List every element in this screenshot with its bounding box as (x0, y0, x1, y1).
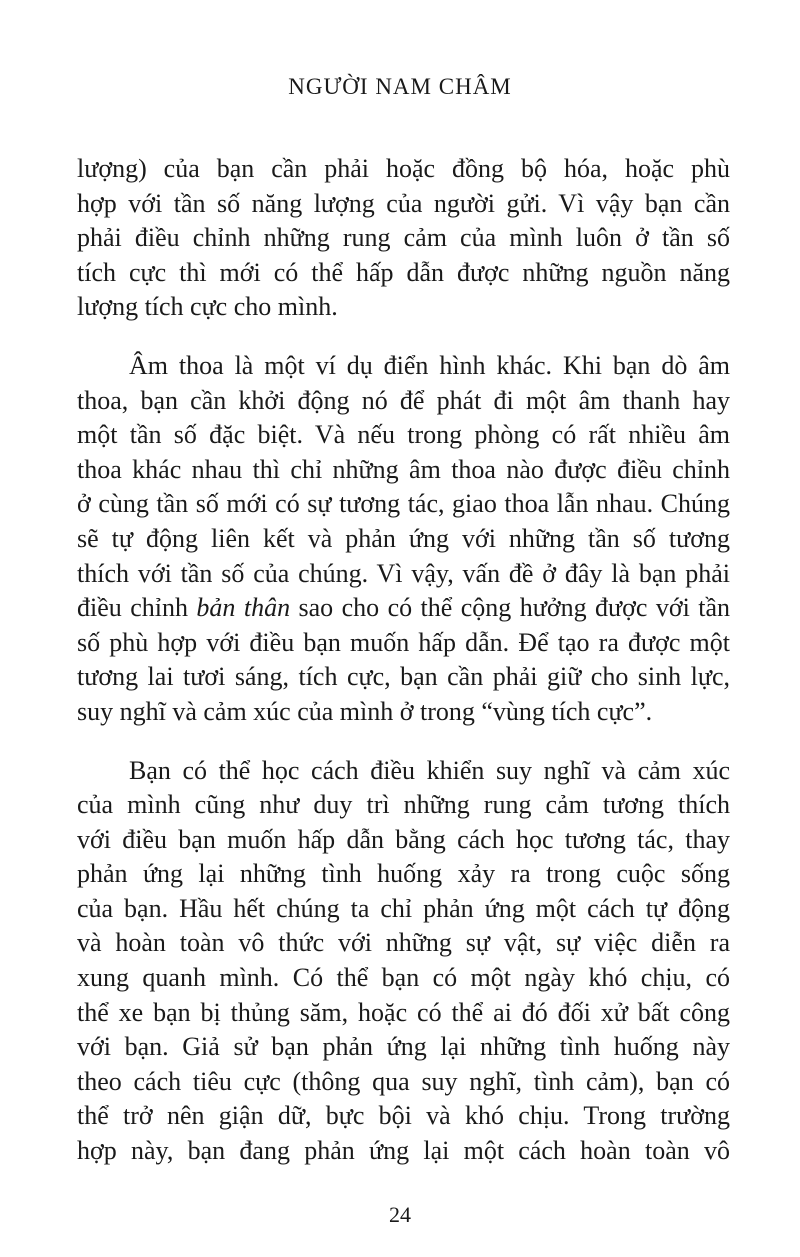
text-line: ở cùng tần số mới có sự tương tác, giao thoa lẫn nhau. Chúng (77, 489, 730, 519)
paragraph (77, 152, 730, 325)
text-line: thoa, bạn cần khởi động nó để phát đi một âm thanh hay (77, 385, 730, 415)
text-line: suy nghĩ và cảm xúc của mình ở trong “vùng tích cực”. (77, 696, 653, 726)
text-line: của bạn. Hầu hết chúng ta chỉ phản ứng một cách tự động (77, 893, 730, 923)
text-line: xung quanh mình. Có thể bạn có một ngày khó chịu, có (77, 963, 730, 993)
text-line: của mình cũng như duy trì những rung cảm tương thích (77, 790, 730, 820)
text-line: thoa khác nhau thì chỉ những âm thoa nào được điều chỉnh (77, 454, 730, 484)
text-line: phải điều chỉnh những rung cảm của mình luôn ở tần số (77, 223, 730, 253)
text-line: hợp này, bạn đang phản ứng lại một cách hoàn toàn vô (77, 1136, 730, 1166)
text-line: một tần số đặc biệt. Và nếu trong phòng có rất nhiều âm (77, 420, 730, 450)
text-line: lượng) của bạn cần phải hoặc đồng bộ hóa, hoặc phù (77, 154, 730, 183)
text-line: hợp với tần số năng lượng của người gửi. Vì vậy bạn cần (77, 188, 730, 218)
text-line: sẽ tự động liên kết và phản ứng với những tần số tương (77, 523, 730, 553)
paragraph-gap (77, 325, 730, 349)
text-line: và hoàn toàn vô thức với những sự vật, sự việc diễn ra (77, 928, 730, 958)
text-line: số phù hợp với điều bạn muốn hấp dẫn. Để tạo ra được một (77, 627, 730, 657)
text-line: tích cực thì mới có thể hấp dẫn được những nguồn năng (77, 257, 730, 287)
text-line: thể xe bạn bị thủng săm, hoặc có thể ai đó đối xử bất công (77, 997, 730, 1027)
paragraph-gap (77, 730, 730, 754)
text-line: theo cách tiêu cực (thông qua suy nghĩ, tình cảm), bạn có (77, 1066, 730, 1096)
text-line: Âm thoa là một ví dụ điển hình khác. Khi bạn dò âm (129, 350, 730, 380)
page-number: 24 (389, 1202, 411, 1227)
italic-text: bản thân (196, 593, 291, 623)
text-line: Bạn có thể học cách điều khiển suy nghĩ và cảm xúc (129, 755, 730, 785)
body-text (77, 152, 730, 1169)
text-line: phản ứng lại những tình huống xảy ra trong cuộc sống (77, 859, 730, 889)
text-line: thích với tần số của chúng. Vì vậy, vấn đề ở đây là bạn phải (77, 558, 730, 588)
paragraph (77, 754, 730, 1169)
paragraph (77, 349, 730, 730)
text-line: với bạn. Giả sử bạn phản ứng lại những tình huống này (77, 1032, 730, 1062)
text-line: với điều bạn muốn hấp dẫn bằng cách học tương tác, thay (77, 824, 730, 854)
text-line: lượng tích cực cho mình. (77, 292, 338, 322)
text-line: điều chỉnh bản thân sao cho có thể cộng hưởng được với tần (77, 593, 731, 623)
text-line: thể trở nên giận dữ, bực bội và khó chịu. Trong trường (77, 1101, 730, 1131)
text-line: tương lai tươi sáng, tích cực, bạn cần phải giữ cho sinh lực, (77, 662, 730, 692)
running-header: NGƯỜI NAM CHÂM (288, 74, 512, 99)
